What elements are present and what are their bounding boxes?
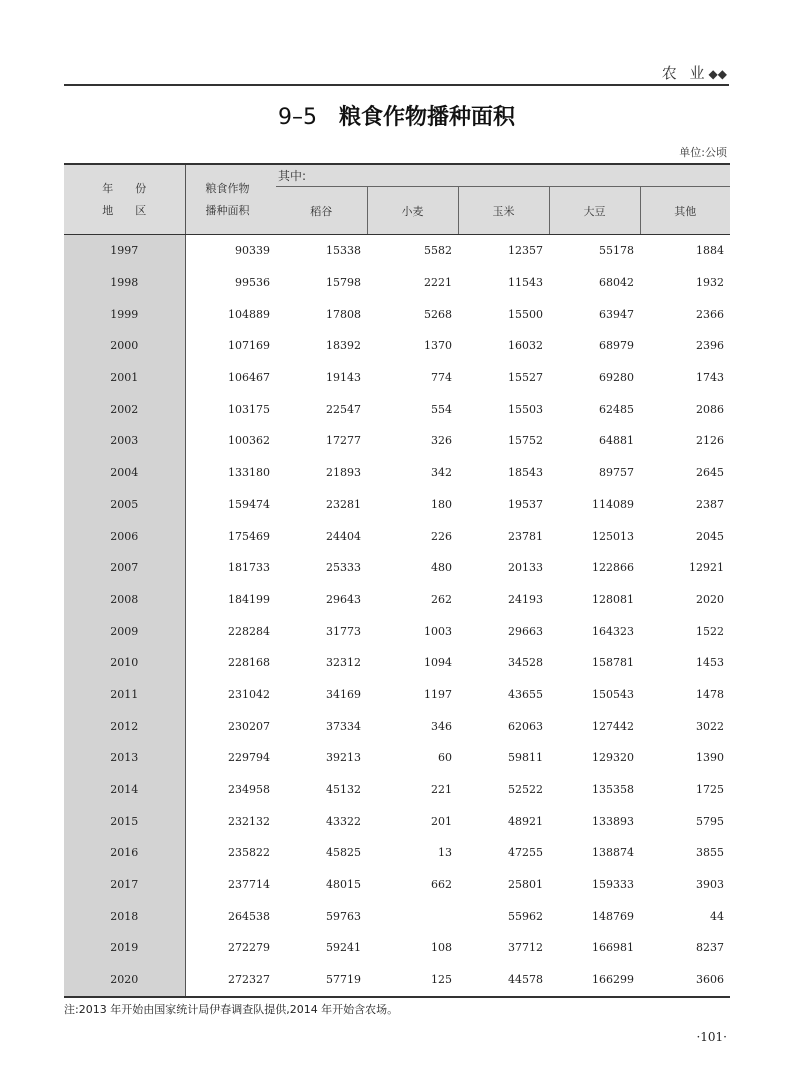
table-row bbox=[64, 298, 730, 330]
cell-other: 5795 bbox=[696, 814, 725, 828]
cell-rice: 59763 bbox=[326, 909, 361, 923]
cell-other: 2045 bbox=[696, 529, 725, 543]
running-header-section: 农 业 bbox=[661, 64, 709, 82]
cell-wheat: 226 bbox=[431, 529, 452, 543]
cell-rice: 24404 bbox=[326, 529, 361, 543]
cell-soy: 150543 bbox=[592, 687, 634, 701]
cell-total: 159474 bbox=[228, 497, 270, 511]
table-row bbox=[64, 900, 730, 932]
cell-other: 12921 bbox=[689, 561, 725, 575]
table-row bbox=[64, 552, 730, 584]
cell-soy: 133893 bbox=[592, 814, 634, 828]
cell-soy: 55178 bbox=[599, 244, 634, 258]
cell-total: 235822 bbox=[228, 846, 270, 860]
cell-soy: 62485 bbox=[599, 402, 634, 416]
row-year: 2011 bbox=[64, 679, 185, 711]
cell-other: 3022 bbox=[696, 719, 725, 733]
cell-rice: 21893 bbox=[326, 466, 361, 480]
cell-other: 1884 bbox=[696, 244, 725, 258]
header-rice: 稻谷 bbox=[276, 187, 367, 235]
cell-rice: 18392 bbox=[326, 339, 361, 353]
cell-wheat: 1003 bbox=[424, 624, 452, 638]
cell-rice: 25333 bbox=[326, 561, 361, 575]
cell-corn: 16032 bbox=[508, 339, 543, 353]
cell-other: 3903 bbox=[696, 878, 725, 892]
cell-rice: 23281 bbox=[326, 497, 361, 511]
cell-other: 1725 bbox=[696, 783, 725, 797]
cell-corn: 24193 bbox=[508, 592, 543, 606]
row-year: 2001 bbox=[64, 362, 185, 394]
table-row bbox=[64, 393, 730, 425]
cell-other: 2387 bbox=[696, 497, 725, 511]
cell-corn: 44578 bbox=[458, 964, 549, 997]
cell-soy: 166299 bbox=[549, 964, 640, 997]
cell-soy: 164323 bbox=[592, 624, 634, 638]
cell-rice: 22547 bbox=[326, 402, 361, 416]
cell-wheat: 326 bbox=[431, 434, 452, 448]
cell-corn: 12357 bbox=[508, 244, 543, 258]
cell-total: 90339 bbox=[235, 244, 270, 258]
cell-rice: 19143 bbox=[326, 371, 361, 385]
cell-other: 1390 bbox=[696, 751, 725, 765]
cell-wheat: 262 bbox=[431, 592, 452, 606]
cell-total: 272327 bbox=[185, 964, 276, 997]
table-row bbox=[64, 742, 730, 774]
cell-total: 230207 bbox=[228, 719, 270, 733]
cell-rice: 45825 bbox=[326, 846, 361, 860]
table-title-text: 粮食作物播种面积 bbox=[338, 105, 515, 130]
cell-soy: 63947 bbox=[599, 307, 634, 321]
cell-wheat: 125 bbox=[367, 964, 458, 997]
cell-soy: 114089 bbox=[592, 497, 634, 511]
row-year: 2005 bbox=[64, 489, 185, 521]
row-year: 1999 bbox=[64, 298, 185, 330]
header-wheat: 小麦 bbox=[367, 187, 458, 235]
cell-corn: 11543 bbox=[508, 276, 543, 290]
cell-corn: 19537 bbox=[508, 497, 543, 511]
cell-soy: 69280 bbox=[599, 371, 634, 385]
row-year: 2006 bbox=[64, 520, 185, 552]
header-total-line2: 播种面积 bbox=[205, 203, 250, 217]
cell-wheat: 1094 bbox=[424, 656, 452, 670]
cell-other: 2126 bbox=[696, 434, 725, 448]
row-year: 2014 bbox=[64, 774, 185, 806]
cell-rice: 43322 bbox=[326, 814, 361, 828]
cell-total: 184199 bbox=[228, 592, 270, 606]
row-year: 2019 bbox=[64, 932, 185, 964]
header-rule bbox=[64, 84, 729, 86]
table-row bbox=[64, 330, 730, 362]
cell-corn: 25801 bbox=[508, 878, 543, 892]
cell-rice: 15338 bbox=[326, 244, 361, 258]
cell-soy: 158781 bbox=[592, 656, 634, 670]
cell-rice: 39213 bbox=[326, 751, 361, 765]
cell-other: 3606 bbox=[640, 964, 730, 997]
row-year: 2007 bbox=[64, 552, 185, 584]
table-row bbox=[64, 932, 730, 964]
page-title bbox=[0, 100, 793, 131]
cell-other: 2366 bbox=[696, 307, 725, 321]
cell-rice: 59241 bbox=[326, 941, 361, 955]
cell-wheat: 201 bbox=[431, 814, 452, 828]
table-row bbox=[64, 489, 730, 521]
cell-soy: 125013 bbox=[592, 529, 634, 543]
header-corn: 玉米 bbox=[458, 187, 549, 235]
row-year: 2020 bbox=[64, 964, 185, 997]
table-row bbox=[64, 362, 730, 394]
unit-label: 单位:公顷 bbox=[679, 146, 727, 159]
header-of-which: 其中: bbox=[276, 164, 730, 187]
row-year: 2008 bbox=[64, 584, 185, 616]
table-row bbox=[64, 457, 730, 489]
table-row bbox=[64, 615, 730, 647]
cell-corn: 34528 bbox=[508, 656, 543, 670]
cell-rice: 17808 bbox=[326, 307, 361, 321]
cell-other: 2396 bbox=[696, 339, 725, 353]
table-row bbox=[64, 235, 730, 267]
cell-rice: 37334 bbox=[326, 719, 361, 733]
cell-other: 2645 bbox=[696, 466, 725, 480]
cell-wheat: 662 bbox=[431, 878, 452, 892]
cell-soy: 135358 bbox=[592, 783, 634, 797]
table-row bbox=[64, 964, 730, 997]
header-total-line1: 粮食作物 bbox=[205, 181, 250, 195]
cell-wheat: 1197 bbox=[424, 687, 452, 701]
cell-rice: 57719 bbox=[276, 964, 367, 997]
cell-corn: 62063 bbox=[508, 719, 543, 733]
cell-total: 175469 bbox=[228, 529, 270, 543]
row-year: 2002 bbox=[64, 393, 185, 425]
footnote: 注:2013 年开始由国家统计局伊春调查队提供,2014 年开始含农场。 bbox=[64, 1003, 399, 1016]
cell-wheat: 13 bbox=[438, 846, 452, 860]
cell-corn: 59811 bbox=[508, 751, 543, 765]
cell-total: 229794 bbox=[228, 751, 270, 765]
row-year: 1997 bbox=[64, 235, 185, 267]
cell-total: 133180 bbox=[228, 466, 270, 480]
cell-corn: 15752 bbox=[508, 434, 543, 448]
cell-rice: 45132 bbox=[326, 783, 361, 797]
cell-wheat: 480 bbox=[431, 561, 452, 575]
row-year: 1998 bbox=[64, 267, 185, 299]
cell-soy: 138874 bbox=[592, 846, 634, 860]
cell-rice: 34169 bbox=[326, 687, 361, 701]
cell-soy: 148769 bbox=[592, 909, 634, 923]
cell-other: 3855 bbox=[696, 846, 725, 860]
cell-corn: 15500 bbox=[508, 307, 543, 321]
cell-corn: 18543 bbox=[508, 466, 543, 480]
cell-wheat: 554 bbox=[431, 402, 452, 416]
cell-total: 104889 bbox=[228, 307, 270, 321]
table-row bbox=[64, 710, 730, 742]
cell-total: 107169 bbox=[228, 339, 270, 353]
cell-total: 100362 bbox=[228, 434, 270, 448]
cell-total: 181733 bbox=[228, 561, 270, 575]
cell-other: 1743 bbox=[696, 371, 725, 385]
cell-soy: 166981 bbox=[592, 941, 634, 955]
cell-corn: 15503 bbox=[508, 402, 543, 416]
cell-corn: 48921 bbox=[508, 814, 543, 828]
cell-rice: 29643 bbox=[326, 592, 361, 606]
cell-other: 44 bbox=[710, 909, 725, 923]
cell-wheat: 5268 bbox=[424, 307, 452, 321]
row-year: 2017 bbox=[64, 869, 185, 901]
cell-rice: 32312 bbox=[326, 656, 361, 670]
cell-soy: 128081 bbox=[592, 592, 634, 606]
cell-other: 1932 bbox=[696, 276, 725, 290]
cell-soy: 159333 bbox=[592, 878, 634, 892]
cell-wheat: 1370 bbox=[424, 339, 452, 353]
table-row bbox=[64, 805, 730, 837]
cell-corn: 37712 bbox=[508, 941, 543, 955]
cell-total: 103175 bbox=[228, 402, 270, 416]
row-year: 2004 bbox=[64, 457, 185, 489]
cell-wheat: 342 bbox=[431, 466, 452, 480]
table-row bbox=[64, 584, 730, 616]
table-row bbox=[64, 679, 730, 711]
cell-total: 232132 bbox=[228, 814, 270, 828]
row-year: 2015 bbox=[64, 805, 185, 837]
cell-soy: 68979 bbox=[599, 339, 634, 353]
cell-wheat bbox=[367, 900, 458, 932]
header-soybean: 大豆 bbox=[549, 187, 640, 235]
cell-total: 234958 bbox=[228, 783, 270, 797]
table-row bbox=[64, 520, 730, 552]
row-year: 2013 bbox=[64, 742, 185, 774]
running-header bbox=[662, 62, 727, 83]
cell-other: 1453 bbox=[696, 656, 725, 670]
diamond-ornament-icon: ◆◆ bbox=[708, 67, 727, 81]
header-year: 年 份 bbox=[102, 181, 147, 195]
cell-soy: 89757 bbox=[599, 466, 634, 480]
cell-wheat: 346 bbox=[431, 719, 452, 733]
header-year-region bbox=[64, 164, 185, 235]
row-year: 2003 bbox=[64, 425, 185, 457]
cell-corn: 47255 bbox=[508, 846, 543, 860]
cell-corn: 55962 bbox=[508, 909, 543, 923]
cell-total: 99536 bbox=[235, 276, 270, 290]
row-year: 2010 bbox=[64, 647, 185, 679]
cell-total: 231042 bbox=[228, 687, 270, 701]
cell-wheat: 108 bbox=[431, 941, 452, 955]
row-year: 2009 bbox=[64, 615, 185, 647]
cell-rice: 31773 bbox=[326, 624, 361, 638]
table-row bbox=[64, 774, 730, 806]
cell-total: 237714 bbox=[228, 878, 270, 892]
cell-corn: 15527 bbox=[508, 371, 543, 385]
page-number: ·101· bbox=[696, 1030, 727, 1044]
cell-corn: 52522 bbox=[508, 783, 543, 797]
cell-other: 2020 bbox=[696, 592, 725, 606]
cell-wheat: 5582 bbox=[424, 244, 452, 258]
cell-total: 228168 bbox=[228, 656, 270, 670]
cell-rice: 15798 bbox=[326, 276, 361, 290]
row-year: 2012 bbox=[64, 710, 185, 742]
cell-corn: 23781 bbox=[508, 529, 543, 543]
header-total-area bbox=[185, 164, 276, 235]
header-other: 其他 bbox=[640, 187, 730, 235]
table-number: 9–5 bbox=[277, 105, 317, 130]
table-row bbox=[64, 869, 730, 901]
sown-area-table bbox=[64, 163, 730, 998]
table-row bbox=[64, 837, 730, 869]
cell-corn: 29663 bbox=[508, 624, 543, 638]
row-year: 2016 bbox=[64, 837, 185, 869]
cell-total: 264538 bbox=[228, 909, 270, 923]
cell-soy: 127442 bbox=[592, 719, 634, 733]
cell-wheat: 60 bbox=[438, 751, 452, 765]
cell-corn: 20133 bbox=[508, 561, 543, 575]
row-year: 2000 bbox=[64, 330, 185, 362]
cell-wheat: 221 bbox=[431, 783, 452, 797]
cell-soy: 122866 bbox=[592, 561, 634, 575]
cell-other: 2086 bbox=[696, 402, 725, 416]
row-year: 2018 bbox=[64, 900, 185, 932]
cell-soy: 64881 bbox=[599, 434, 634, 448]
cell-total: 228284 bbox=[228, 624, 270, 638]
cell-wheat: 2221 bbox=[424, 276, 452, 290]
cell-rice: 17277 bbox=[326, 434, 361, 448]
cell-other: 1478 bbox=[696, 687, 725, 701]
header-region: 地 区 bbox=[102, 203, 147, 217]
table-row bbox=[64, 267, 730, 299]
cell-other: 1522 bbox=[696, 624, 725, 638]
cell-total: 272279 bbox=[228, 941, 270, 955]
table-body bbox=[64, 235, 730, 997]
cell-total: 106467 bbox=[228, 371, 270, 385]
cell-soy: 129320 bbox=[592, 751, 634, 765]
cell-wheat: 180 bbox=[431, 497, 452, 511]
data-table-container bbox=[64, 163, 730, 998]
table-row bbox=[64, 425, 730, 457]
table-row bbox=[64, 647, 730, 679]
cell-rice: 48015 bbox=[326, 878, 361, 892]
cell-other: 8237 bbox=[696, 941, 725, 955]
cell-corn: 43655 bbox=[508, 687, 543, 701]
cell-wheat: 774 bbox=[431, 371, 452, 385]
cell-soy: 68042 bbox=[599, 276, 634, 290]
